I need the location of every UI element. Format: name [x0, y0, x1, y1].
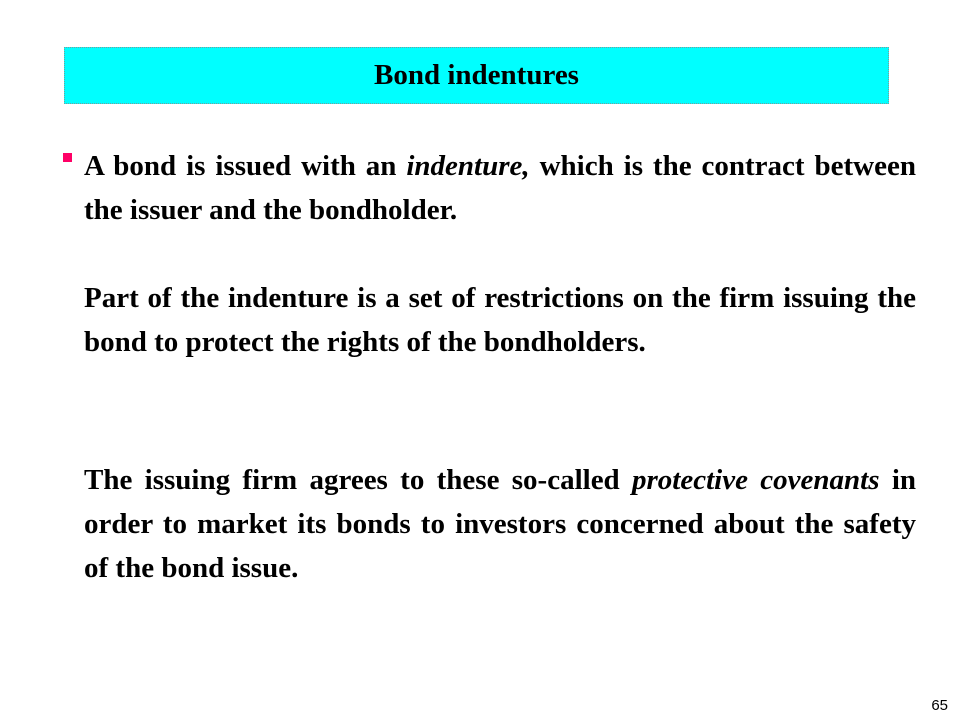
title-bar: [64, 47, 889, 104]
paragraph1-text-end: which is the contract between the issuer and the bondholder.: [84, 150, 916, 226]
slide-title: Bond indentures: [374, 59, 579, 91]
paragraph3-text-end: in order to market its bonds to investors concerned about the safety of the bond issue.: [84, 464, 916, 584]
paragraph3-text-start: The issuing firm agrees to these so-called: [84, 464, 633, 496]
page-number: 65: [931, 697, 948, 714]
paragraph3-italic-term: protective covenants: [632, 464, 880, 496]
square-bullet-icon: [63, 153, 72, 162]
paragraph1-italic-term: indenture,: [406, 150, 530, 182]
paragraph1-text-start: A bond is issued with an: [84, 150, 407, 182]
paragraph2-text: Part of the indenture is a set of restrictions on the firm issuing the bond to protect the rights of the bondholders.: [84, 282, 916, 358]
paragraph-indenture-definition: [84, 144, 916, 232]
paragraph-restrictions: [84, 276, 916, 364]
paragraph-protective-covenants: [84, 458, 916, 590]
